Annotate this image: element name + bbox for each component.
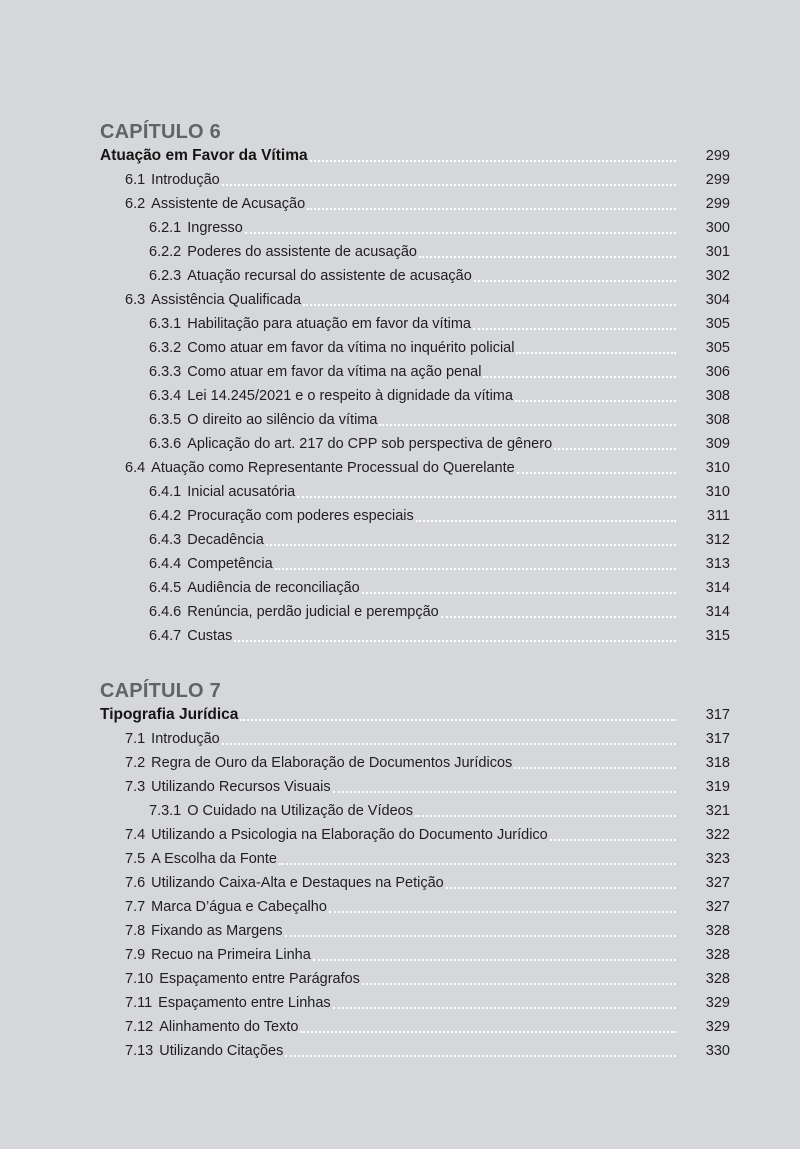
toc-entry[interactable]: [100, 240, 730, 264]
toc-entry[interactable]: [100, 871, 730, 895]
toc-entry[interactable]: [100, 847, 730, 871]
section-title: Utilizando Citações: [159, 1043, 284, 1059]
dot-leader: [275, 568, 676, 570]
section-number: 6.4.1: [149, 484, 182, 500]
toc-entry-label: [125, 775, 331, 799]
toc-entry[interactable]: [100, 943, 730, 967]
page-number: 310: [705, 484, 730, 500]
page-number: 327: [705, 899, 730, 915]
section-number: 6.2: [125, 196, 146, 212]
toc-entry-label: [149, 624, 232, 648]
dot-leader: [285, 935, 676, 937]
section-title: O Cuidado na Utilização de Vídeos: [187, 803, 413, 819]
dot-leader: [245, 232, 676, 234]
section-title: Como atuar em favor da vítima no inquérito policial: [187, 340, 515, 356]
toc-entry-label: [125, 991, 331, 1015]
section-title: Inicial acusatória: [187, 484, 296, 500]
toc-entry-label: [125, 823, 548, 847]
toc-entry-label: [149, 264, 472, 288]
section-number: 7.1: [125, 731, 146, 747]
toc-entry[interactable]: [100, 775, 730, 799]
page-number: 305: [705, 316, 730, 332]
dot-leader: [313, 959, 676, 961]
section-number: 7.6: [125, 875, 146, 891]
dot-leader: [515, 400, 676, 402]
dot-leader: [285, 1055, 676, 1057]
toc-entry-label: [125, 1015, 298, 1039]
section-number: 7.11: [125, 995, 153, 1011]
dot-leader: [419, 256, 676, 258]
section-title: Custas: [187, 628, 233, 644]
section-title: Alinhamento do Texto: [159, 1019, 299, 1035]
page-number: 313: [705, 556, 730, 572]
section-title: Fixando as Margens: [151, 923, 283, 939]
toc-entry[interactable]: [100, 312, 730, 336]
toc-entry[interactable]: [100, 576, 730, 600]
section-title: Competência: [187, 556, 273, 572]
dot-leader: [333, 791, 676, 793]
section-number: 7.12: [125, 1019, 154, 1035]
toc-entry-label: [149, 504, 414, 528]
dot-leader: [240, 719, 676, 721]
section-number: 7.9: [125, 947, 146, 963]
chapter-title: Atuação em Favor da Vítima: [100, 147, 308, 164]
toc-entry-label: [149, 240, 417, 264]
toc-entry[interactable]: [100, 528, 730, 552]
section-number: 6.4.6: [149, 604, 182, 620]
section-number: 6.3.3: [149, 364, 182, 380]
section-title: Atuação como Representante Processual do Querelante: [151, 460, 515, 476]
toc-entry[interactable]: [100, 823, 730, 847]
dot-leader: [379, 424, 676, 426]
section-title: Renúncia, perdão judicial e perempção: [187, 604, 439, 620]
page-number: 314: [705, 580, 730, 596]
section-number: 7.3.1: [149, 803, 182, 819]
toc-entry-label: [125, 168, 220, 192]
section-title: Habilitação para atuação em favor da vítima: [187, 316, 471, 332]
section-title: Lei 14.245/2021 e o respeito à dignidade da vítima: [187, 388, 513, 404]
dot-leader: [362, 592, 676, 594]
dot-leader: [362, 983, 676, 985]
toc-entry-label: [125, 456, 515, 480]
section-title: Marca D’água e Cabeçalho: [151, 899, 327, 915]
toc-entry-label: [149, 528, 264, 552]
toc-entry[interactable]: [100, 552, 730, 576]
section-number: 6.4.5: [149, 580, 182, 596]
section-number: 7.7: [125, 899, 146, 915]
toc-entry-label: [149, 600, 439, 624]
page-number: 322: [705, 827, 730, 843]
page-number: 318: [705, 755, 730, 771]
page-number: 330: [705, 1043, 730, 1059]
section-number: 6.4.7: [149, 628, 182, 644]
page-number: 312: [705, 532, 730, 548]
section-number: 6.3.1: [149, 316, 182, 332]
section-number: 6.2.2: [149, 244, 182, 260]
section-title: A Escolha da Fonte: [151, 851, 277, 867]
page-number: 328: [705, 947, 730, 963]
page-number: 315: [705, 628, 730, 644]
chapter-page-number: 299: [705, 148, 730, 164]
dot-leader: [297, 496, 676, 498]
dot-leader: [550, 839, 676, 841]
page-number: 301: [705, 244, 730, 260]
section-title: Decadência: [187, 532, 264, 548]
section-number: 6.4.3: [149, 532, 182, 548]
toc-entry[interactable]: [100, 360, 730, 384]
section-number: 7.4: [125, 827, 146, 843]
toc-entry[interactable]: [100, 895, 730, 919]
toc-entry-label: [125, 727, 220, 751]
section-title: Introdução: [151, 172, 220, 188]
section-number: 7.8: [125, 923, 146, 939]
toc-entry-label: [149, 552, 273, 576]
toc-entry-label: [125, 751, 512, 775]
chapter-7-entries: [100, 727, 730, 1063]
toc-entry[interactable]: [100, 408, 730, 432]
section-title: Atuação recursal do assistente de acusação: [187, 268, 472, 284]
dot-leader: [329, 911, 676, 913]
section-number: 6.3.2: [149, 340, 182, 356]
page-number: 319: [705, 779, 730, 795]
toc-entry[interactable]: [100, 727, 730, 751]
section-title: Utilizando Caixa-Alta e Destaques na Petição: [151, 875, 444, 891]
toc-entry-label: [149, 480, 295, 504]
section-number: 7.3: [125, 779, 146, 795]
toc-entry-label: [149, 408, 377, 432]
toc-entry[interactable]: [100, 1039, 730, 1063]
section-title: Ingresso: [187, 220, 243, 236]
page-number: 321: [705, 803, 730, 819]
toc-entry-label: [149, 360, 481, 384]
dot-leader: [415, 815, 676, 817]
page-number: 304: [705, 292, 730, 308]
dot-leader: [234, 640, 676, 642]
page-number: 329: [705, 1019, 730, 1035]
section-title: Regra de Ouro da Elaboração de Documentos Jurídicos: [151, 755, 513, 771]
dot-leader: [333, 1007, 676, 1009]
section-number: 6.4.4: [149, 556, 182, 572]
section-number: 6.3.6: [149, 436, 182, 452]
toc-entry[interactable]: [100, 384, 730, 408]
dot-leader: [310, 160, 676, 162]
page-number: 309: [705, 436, 730, 452]
section-title: Utilizando a Psicologia na Elaboração do Documento Jurídico: [151, 827, 548, 843]
toc-entry[interactable]: [100, 288, 730, 312]
page-number: 299: [705, 172, 730, 188]
toc-entry[interactable]: [100, 919, 730, 943]
toc-entry-label: [125, 288, 301, 312]
section-number: 7.13: [125, 1043, 154, 1059]
section-number: 6.3.5: [149, 412, 182, 428]
page-number: 323: [705, 851, 730, 867]
section-title: Como atuar em favor da vítima na ação penal: [187, 364, 482, 380]
dot-leader: [307, 208, 676, 210]
toc-entry[interactable]: [100, 432, 730, 456]
dot-leader: [446, 887, 676, 889]
dot-leader: [279, 863, 676, 865]
toc-entry[interactable]: [100, 216, 730, 240]
toc-entry[interactable]: [100, 168, 730, 192]
toc-entry-label: [125, 919, 283, 943]
section-title: Recuo na Primeira Linha: [151, 947, 311, 963]
toc-entry[interactable]: [100, 336, 730, 360]
toc-entry-label: [149, 799, 413, 823]
chapter-7-section: [100, 679, 730, 1063]
toc-entry[interactable]: [100, 624, 730, 648]
toc-entry-label: [149, 384, 513, 408]
section-number: 7.2: [125, 755, 146, 771]
page-number: 310: [705, 460, 730, 476]
toc-entry-label: [149, 576, 360, 600]
toc-entry-label: [125, 847, 277, 871]
dot-leader: [303, 304, 676, 306]
toc-entry-label: [125, 1039, 283, 1063]
chapter-6-section: [100, 120, 730, 648]
page-number: 328: [705, 923, 730, 939]
page-number: 314: [705, 604, 730, 620]
page-number: 300: [705, 220, 730, 236]
page-number: 329: [705, 995, 730, 1011]
chapter-label: CAPÍTULO 7: [100, 680, 221, 702]
section-title: Aplicação do art. 217 do CPP sob perspectiva de gênero: [187, 436, 553, 452]
toc-entry-label: [149, 336, 514, 360]
toc-entry[interactable]: [100, 600, 730, 624]
section-title: Procuração com poderes especiais: [187, 508, 414, 524]
toc-entry-label: [125, 895, 327, 919]
section-number: 7.5: [125, 851, 146, 867]
section-title: Espaçamento entre Parágrafos: [159, 971, 360, 987]
toc-entry-label: [125, 871, 444, 895]
section-title: Assistência Qualificada: [151, 292, 302, 308]
toc-entry[interactable]: [100, 456, 730, 480]
section-number: 6.4.2: [149, 508, 182, 524]
section-number: 6.4: [125, 460, 146, 476]
toc-entry[interactable]: [100, 504, 730, 528]
dot-leader: [441, 616, 676, 618]
toc-entry[interactable]: [100, 967, 730, 991]
toc-entry[interactable]: [100, 192, 730, 216]
dot-leader: [416, 520, 676, 522]
section-number: 6.2.1: [149, 220, 182, 236]
dot-leader: [516, 352, 676, 354]
toc-entry[interactable]: [100, 751, 730, 775]
chapter-title-row[interactable]: [100, 144, 730, 168]
dot-leader: [300, 1031, 676, 1033]
section-title: Utilizando Recursos Visuais: [151, 779, 331, 795]
toc-entry-label: [125, 192, 305, 216]
page-number: 317: [705, 731, 730, 747]
page-number: 305: [705, 340, 730, 356]
section-number: 7.10: [125, 971, 154, 987]
section-title: Audiência de reconciliação: [187, 580, 360, 596]
toc-entry[interactable]: [100, 799, 730, 823]
toc-entry-label: [149, 312, 471, 336]
dot-leader: [483, 376, 676, 378]
page-number: 299: [705, 196, 730, 212]
chapter-title-row[interactable]: [100, 703, 730, 727]
page-number: 328: [705, 971, 730, 987]
section-number: 6.2.3: [149, 268, 182, 284]
dot-leader: [554, 448, 676, 450]
chapter-6-entries: [100, 168, 730, 648]
toc-entry-label: [125, 943, 311, 967]
section-title: Poderes do assistente de acusação: [187, 244, 417, 260]
dot-leader: [222, 743, 676, 745]
dot-leader: [514, 767, 676, 769]
dot-leader: [266, 544, 676, 546]
page-number: 327: [705, 875, 730, 891]
section-number: 6.3.4: [149, 388, 182, 404]
dot-leader: [473, 328, 676, 330]
chapter-title: Tipografia Jurídica: [100, 706, 239, 723]
page-number: 302: [705, 268, 730, 284]
section-number: 6.1: [125, 172, 146, 188]
page-number: 306: [705, 364, 730, 380]
dot-leader: [474, 280, 676, 282]
dot-leader: [517, 472, 676, 474]
toc-entry[interactable]: [100, 991, 730, 1015]
toc-entry-label: [149, 432, 552, 456]
toc-entry-label: [125, 967, 360, 991]
toc-entry[interactable]: [100, 480, 730, 504]
section-number: 6.3: [125, 292, 146, 308]
dot-leader: [222, 184, 676, 186]
toc-entry[interactable]: [100, 264, 730, 288]
page-number: 308: [705, 388, 730, 404]
section-title: O direito ao silêncio da vítima: [187, 412, 378, 428]
page-number: 308: [705, 412, 730, 428]
section-title: Espaçamento entre Linhas: [158, 995, 331, 1011]
toc-entry-label: [149, 216, 243, 240]
section-title: Assistente de Acusação: [151, 196, 306, 212]
toc-entry[interactable]: [100, 1015, 730, 1039]
chapter-label: CAPÍTULO 6: [100, 121, 221, 143]
section-title: Introdução: [151, 731, 220, 747]
page-number: 311: [706, 508, 730, 524]
chapter-page-number: 317: [705, 707, 730, 723]
